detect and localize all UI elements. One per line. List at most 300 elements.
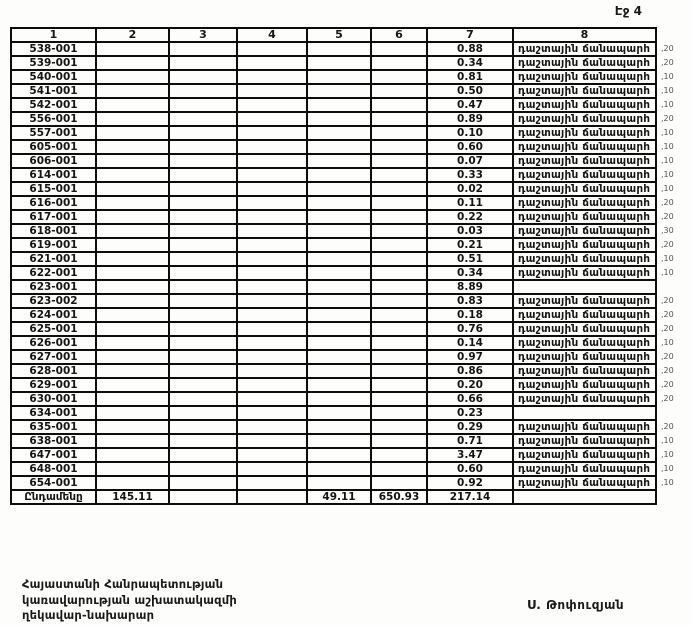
col2-cell [96, 84, 169, 98]
col5-cell [307, 196, 371, 210]
description-cell: դաշտային ճանապարհ [513, 364, 656, 378]
margin-note [656, 490, 690, 504]
col3-cell [169, 336, 237, 350]
col6-cell [371, 336, 427, 350]
col4-cell [237, 168, 307, 182]
col3-cell [169, 392, 237, 406]
value-cell: 0.97 [427, 350, 513, 364]
col2-cell [96, 154, 169, 168]
col4-cell [237, 112, 307, 126]
col4-cell [237, 252, 307, 266]
total-value-cell: 217.14 [427, 490, 513, 504]
col4-cell [237, 308, 307, 322]
code-cell: 615-001 [11, 182, 96, 196]
margin-note: ,20 [661, 310, 674, 319]
margin-note: ,20 [661, 58, 674, 67]
col2-cell [96, 336, 169, 350]
col6-cell [371, 196, 427, 210]
footer-line-2: կառավարության աշխատակազմի [22, 592, 237, 607]
total-col4-cell [237, 490, 307, 504]
col2-cell [96, 378, 169, 392]
col6-cell [371, 406, 427, 420]
col5-cell [307, 126, 371, 140]
table-row [11, 406, 690, 420]
code-cell: 638-001 [11, 434, 96, 448]
col4-cell [237, 182, 307, 196]
col3-cell [169, 476, 237, 490]
margin-note: ,20 [661, 324, 674, 333]
col5-cell [307, 154, 371, 168]
margin-note: ,20 [661, 114, 674, 123]
description-cell: դաշտային ճանապարհ [513, 448, 656, 462]
col4-cell [237, 126, 307, 140]
col3-cell [169, 84, 237, 98]
col4-cell [237, 84, 307, 98]
value-cell: 0.60 [427, 462, 513, 476]
margin-note [656, 406, 690, 420]
description-cell: դաշտային ճանապարհ [513, 294, 656, 308]
col3-cell [169, 280, 237, 294]
code-cell: 654-001 [11, 476, 96, 490]
table-row [11, 322, 690, 336]
total-label-cell: Ընդամենը [11, 490, 96, 504]
footer-title-block [22, 577, 237, 624]
code-cell: 629-001 [11, 378, 96, 392]
col2-cell [96, 112, 169, 126]
col4-cell [237, 336, 307, 350]
value-cell: 0.14 [427, 336, 513, 350]
value-cell: 0.07 [427, 154, 513, 168]
description-cell: դաշտային ճանապարհ [513, 336, 656, 350]
column-header: 7 [427, 28, 513, 42]
description-cell: դաշտային ճանապարհ [513, 112, 656, 126]
col4-cell [237, 364, 307, 378]
margin-note: ,10 [661, 86, 674, 95]
description-cell: դաշտային ճանապարհ [513, 350, 656, 364]
col4-cell [237, 238, 307, 252]
value-cell: 0.29 [427, 420, 513, 434]
total-col3-cell [169, 490, 237, 504]
col4-cell [237, 140, 307, 154]
code-cell: 648-001 [11, 462, 96, 476]
col6-cell [371, 126, 427, 140]
description-cell: դաշտային ճանապարհ [513, 98, 656, 112]
col2-cell [96, 420, 169, 434]
table-row [11, 392, 690, 406]
col2-cell [96, 448, 169, 462]
col6-cell [371, 168, 427, 182]
value-cell: 0.66 [427, 392, 513, 406]
col2-cell [96, 392, 169, 406]
col2-cell [96, 98, 169, 112]
col4-cell [237, 392, 307, 406]
table-row [11, 364, 690, 378]
table-row [11, 98, 690, 112]
col5-cell [307, 252, 371, 266]
col2-cell [96, 224, 169, 238]
col3-cell [169, 70, 237, 84]
code-cell: 618-001 [11, 224, 96, 238]
value-cell: 0.71 [427, 434, 513, 448]
col3-cell [169, 182, 237, 196]
total-description-cell [513, 490, 656, 504]
col2-cell [96, 364, 169, 378]
description-cell: դաշտային ճանապարհ [513, 462, 656, 476]
table-row [11, 224, 690, 238]
margin-note: ,10 [661, 268, 674, 277]
margin-note: ,10 [661, 338, 674, 347]
code-cell: 622-001 [11, 266, 96, 280]
table-row [11, 476, 690, 490]
col3-cell [169, 266, 237, 280]
col6-cell [371, 84, 427, 98]
value-cell: 0.76 [427, 322, 513, 336]
margin-note: ,10 [661, 464, 674, 473]
table-row [11, 266, 690, 280]
code-cell: 542-001 [11, 98, 96, 112]
col3-cell [169, 56, 237, 70]
col6-cell [371, 42, 427, 56]
col5-cell [307, 112, 371, 126]
column-header: 4 [237, 28, 307, 42]
total-col5-cell: 49.11 [307, 490, 371, 504]
code-cell: 634-001 [11, 406, 96, 420]
margin-note: ,10 [661, 170, 674, 179]
col2-cell [96, 350, 169, 364]
code-cell: 623-001 [11, 280, 96, 294]
description-cell: դաշտային ճանապարհ [513, 224, 656, 238]
col6-cell [371, 182, 427, 196]
col2-cell [96, 462, 169, 476]
table-row [11, 252, 690, 266]
col5-cell [307, 308, 371, 322]
code-cell: 635-001 [11, 420, 96, 434]
col3-cell [169, 308, 237, 322]
table-row [11, 308, 690, 322]
col2-cell [96, 126, 169, 140]
col4-cell [237, 56, 307, 70]
col6-cell [371, 70, 427, 84]
col5-cell [307, 448, 371, 462]
code-cell: 627-001 [11, 350, 96, 364]
col4-cell [237, 406, 307, 420]
table-row [11, 294, 690, 308]
col6-cell [371, 350, 427, 364]
col6-cell [371, 98, 427, 112]
table-row [11, 126, 690, 140]
description-cell: դաշտային ճանապարհ [513, 252, 656, 266]
margin-note: ,20 [661, 240, 674, 249]
col6-cell [371, 308, 427, 322]
col4-cell [237, 294, 307, 308]
col5-cell [307, 378, 371, 392]
col3-cell [169, 294, 237, 308]
description-cell: դաշտային ճանապարհ [513, 308, 656, 322]
description-cell: դաշտային ճանապարհ [513, 140, 656, 154]
margin-note: ,10 [661, 478, 674, 487]
description-cell: դաշտային ճանապարհ [513, 378, 656, 392]
col5-cell [307, 476, 371, 490]
value-cell: 0.20 [427, 378, 513, 392]
col3-cell [169, 98, 237, 112]
col5-cell [307, 322, 371, 336]
col6-cell [371, 364, 427, 378]
col2-cell [96, 238, 169, 252]
col3-cell [169, 168, 237, 182]
col2-cell [96, 70, 169, 84]
total-col6-cell: 650.93 [371, 490, 427, 504]
col3-cell [169, 154, 237, 168]
col3-cell [169, 210, 237, 224]
code-cell: 628-001 [11, 364, 96, 378]
description-cell: դաշտային ճանապարհ [513, 70, 656, 84]
code-cell: 623-002 [11, 294, 96, 308]
table-row [11, 140, 690, 154]
margin-note: ,10 [661, 156, 674, 165]
col4-cell [237, 196, 307, 210]
col3-cell [169, 42, 237, 56]
value-cell: 3.47 [427, 448, 513, 462]
table-row [11, 238, 690, 252]
col2-cell [96, 196, 169, 210]
col5-cell [307, 238, 371, 252]
table-row [11, 336, 690, 350]
footer-line-1: Հայաստանի Հանրապետության [22, 577, 224, 591]
value-cell: 0.10 [427, 126, 513, 140]
col3-cell [169, 238, 237, 252]
margin-note: ,20 [661, 44, 674, 53]
col6-cell [371, 154, 427, 168]
margin-note: ,10 [661, 100, 674, 109]
col5-cell [307, 42, 371, 56]
description-cell [513, 406, 656, 420]
value-cell: 0.21 [427, 238, 513, 252]
value-cell: 0.86 [427, 364, 513, 378]
col3-cell [169, 420, 237, 434]
col2-cell [96, 140, 169, 154]
table-row [11, 56, 690, 70]
margin-note: ,30 [661, 226, 674, 235]
column-header: 6 [371, 28, 427, 42]
col3-cell [169, 350, 237, 364]
margin-note: ,20 [661, 380, 674, 389]
margin-note: ,20 [661, 394, 674, 403]
margin-note: ,10 [661, 436, 674, 445]
description-cell: դաշտային ճանապարհ [513, 56, 656, 70]
value-cell: 0.89 [427, 112, 513, 126]
footer-line-3: ղեկավար-նախարար [22, 608, 155, 623]
col5-cell [307, 140, 371, 154]
code-cell: 617-001 [11, 210, 96, 224]
col5-cell [307, 364, 371, 378]
col4-cell [237, 98, 307, 112]
col3-cell [169, 140, 237, 154]
page-number-label: Էջ 4 [614, 4, 642, 18]
col5-cell [307, 56, 371, 70]
col3-cell [169, 252, 237, 266]
col5-cell [307, 406, 371, 420]
code-cell: 624-001 [11, 308, 96, 322]
col5-cell [307, 210, 371, 224]
margin-note: ,10 [661, 128, 674, 137]
description-cell: դաշտային ճանապարհ [513, 196, 656, 210]
col3-cell [169, 378, 237, 392]
col2-cell [96, 56, 169, 70]
col3-cell [169, 322, 237, 336]
column-header: 3 [169, 28, 237, 42]
value-cell: 0.34 [427, 56, 513, 70]
value-cell: 0.92 [427, 476, 513, 490]
col4-cell [237, 42, 307, 56]
table-row [11, 168, 690, 182]
col3-cell [169, 224, 237, 238]
code-cell: 557-001 [11, 126, 96, 140]
col3-cell [169, 448, 237, 462]
code-cell: 626-001 [11, 336, 96, 350]
code-cell: 541-001 [11, 84, 96, 98]
code-cell: 630-001 [11, 392, 96, 406]
col3-cell [169, 406, 237, 420]
column-header: 1 [11, 28, 96, 42]
col6-cell [371, 434, 427, 448]
table-row [11, 112, 690, 126]
col6-cell [371, 56, 427, 70]
description-cell: դաշտային ճանապարհ [513, 126, 656, 140]
table-row [11, 196, 690, 210]
value-cell: 0.02 [427, 182, 513, 196]
table-row [11, 182, 690, 196]
description-cell: դաշտային ճանապարհ [513, 210, 656, 224]
table-row [11, 210, 690, 224]
column-header: 8 [513, 28, 656, 42]
table-row [11, 84, 690, 98]
table-row [11, 280, 690, 294]
col4-cell [237, 462, 307, 476]
margin-note: ,10 [661, 72, 674, 81]
col4-cell [237, 434, 307, 448]
col2-cell [96, 252, 169, 266]
col4-cell [237, 280, 307, 294]
col5-cell [307, 98, 371, 112]
description-cell [513, 280, 656, 294]
col3-cell [169, 434, 237, 448]
col6-cell [371, 392, 427, 406]
code-cell: 647-001 [11, 448, 96, 462]
col6-cell [371, 238, 427, 252]
table-header-row [11, 28, 690, 42]
table-row [11, 42, 690, 56]
table-row [11, 70, 690, 84]
description-cell: դաշտային ճանապարհ [513, 322, 656, 336]
col5-cell [307, 392, 371, 406]
col6-cell [371, 252, 427, 266]
col4-cell [237, 420, 307, 434]
col2-cell [96, 280, 169, 294]
margin-note: ,20 [661, 296, 674, 305]
col2-cell [96, 476, 169, 490]
margin-note: ,20 [661, 422, 674, 431]
margin-note: ,10 [661, 254, 674, 263]
margin-note: ,20 [661, 352, 674, 361]
table-row [11, 434, 690, 448]
value-cell: 0.11 [427, 196, 513, 210]
margin-note: ,10 [661, 142, 674, 151]
col5-cell [307, 224, 371, 238]
value-cell: 0.88 [427, 42, 513, 56]
col2-cell [96, 42, 169, 56]
value-cell: 0.50 [427, 84, 513, 98]
col5-cell [307, 182, 371, 196]
col2-cell [96, 294, 169, 308]
code-cell: 538-001 [11, 42, 96, 56]
code-cell: 621-001 [11, 252, 96, 266]
col6-cell [371, 210, 427, 224]
table-row [11, 378, 690, 392]
total-row [11, 490, 690, 504]
column-header: 5 [307, 28, 371, 42]
value-cell: 0.22 [427, 210, 513, 224]
col4-cell [237, 70, 307, 84]
value-cell: 0.33 [427, 168, 513, 182]
code-cell: 616-001 [11, 196, 96, 210]
col6-cell [371, 280, 427, 294]
table-row [11, 420, 690, 434]
parcel-table [10, 27, 691, 505]
column-header: 2 [96, 28, 169, 42]
table-row [11, 448, 690, 462]
col5-cell [307, 350, 371, 364]
col6-cell [371, 112, 427, 126]
col2-cell [96, 182, 169, 196]
col3-cell [169, 112, 237, 126]
col6-cell [371, 462, 427, 476]
col5-cell [307, 84, 371, 98]
description-cell: դաշտային ճանապարհ [513, 84, 656, 98]
col6-cell [371, 476, 427, 490]
col4-cell [237, 350, 307, 364]
code-cell: 539-001 [11, 56, 96, 70]
col5-cell [307, 294, 371, 308]
description-cell: դաշտային ճանապարհ [513, 168, 656, 182]
code-cell: 605-001 [11, 140, 96, 154]
code-cell: 606-001 [11, 154, 96, 168]
col3-cell [169, 364, 237, 378]
col5-cell [307, 462, 371, 476]
col4-cell [237, 476, 307, 490]
value-cell: 0.51 [427, 252, 513, 266]
value-cell: 0.81 [427, 70, 513, 84]
total-col2-cell: 145.11 [96, 490, 169, 504]
col6-cell [371, 294, 427, 308]
code-cell: 625-001 [11, 322, 96, 336]
table-row [11, 350, 690, 364]
margin-note: ,10 [661, 450, 674, 459]
margin-note: ,20 [661, 212, 674, 221]
table-row [11, 462, 690, 476]
value-cell: 0.60 [427, 140, 513, 154]
description-cell: դաշտային ճանապարհ [513, 434, 656, 448]
col2-cell [96, 210, 169, 224]
value-cell: 0.34 [427, 266, 513, 280]
col2-cell [96, 406, 169, 420]
description-cell: դաշտային ճանապարհ [513, 238, 656, 252]
col5-cell [307, 434, 371, 448]
table-row [11, 154, 690, 168]
col4-cell [237, 448, 307, 462]
col5-cell [307, 70, 371, 84]
code-cell: 540-001 [11, 70, 96, 84]
col3-cell [169, 196, 237, 210]
